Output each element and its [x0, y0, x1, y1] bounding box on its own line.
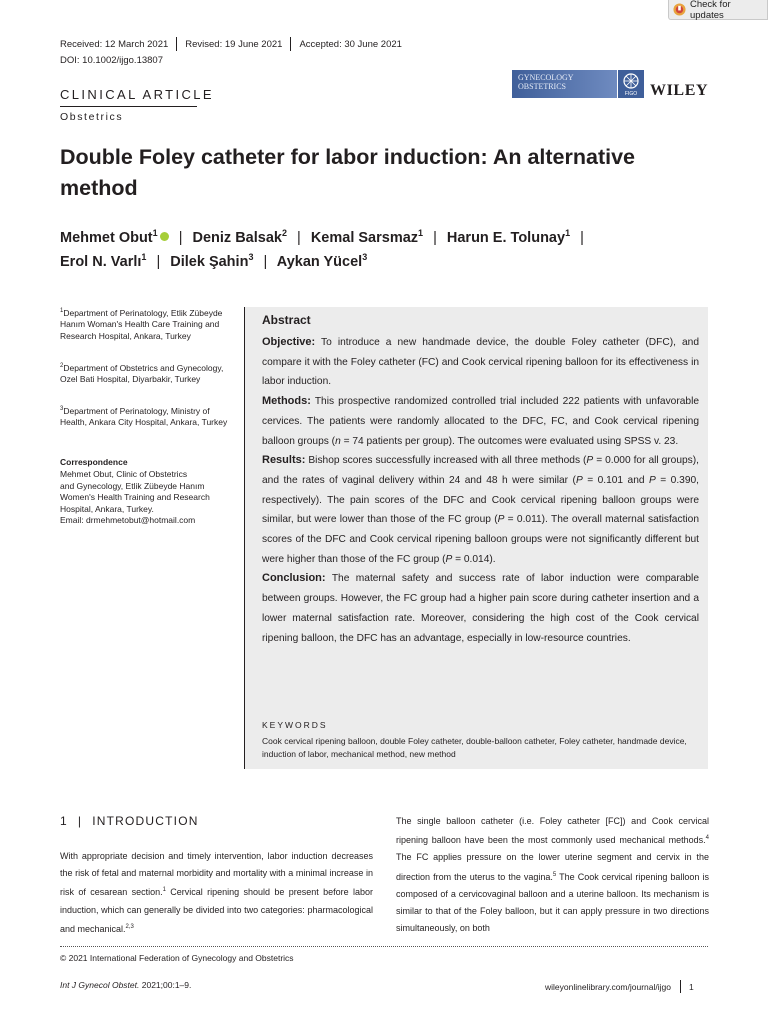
copyright-notice: © 2021 International Federation of Gynecology and Obstetrics	[60, 953, 294, 963]
journal-url-link[interactable]: wileyonlinelibrary.com/journal/ijgo	[545, 981, 671, 992]
author-separator: |	[580, 229, 584, 246]
article-type: CLINICAL ARTICLE	[60, 87, 214, 102]
author-separator: |	[178, 229, 183, 246]
author-separator: |	[263, 253, 268, 270]
doi-link[interactable]: DOI: 10.1002/ijgo.13807	[60, 55, 163, 66]
article-type-underline	[60, 106, 197, 107]
author-name[interactable]: Deniz Balsak$^2$	[192, 228, 287, 246]
author-separator: |	[297, 229, 301, 246]
check-updates-icon	[673, 3, 686, 16]
section-title: INTRODUCTION	[92, 814, 199, 828]
journal-logo	[512, 70, 617, 98]
author-list-line1	[60, 228, 590, 246]
author-separator: |	[156, 253, 161, 270]
citation-link[interactable]: 4	[705, 835, 709, 842]
article-title	[60, 142, 700, 204]
check-for-updates-button[interactable]	[668, 0, 768, 20]
footer-divider	[60, 946, 708, 947]
author-name[interactable]: Mehmet Obut$^1$	[60, 228, 158, 246]
wiley-logo: WILEY	[650, 82, 709, 99]
accepted-date: Accepted: 30 June 2021	[299, 38, 402, 50]
author-separator: |	[433, 229, 437, 246]
author-name[interactable]: Erol N. Varlı$^1$	[60, 252, 147, 270]
article-dates	[60, 37, 402, 51]
abstract-heading: Abstract	[262, 313, 311, 327]
check-updates-label: Check for updates	[689, 0, 731, 21]
affiliation: $^2$Department of Obstetrics and Gynecology, Ozel Bati Hospital, Diyarbakir, Turkey	[60, 362, 224, 385]
abstract-methods: Methods: This prospective randomized controlled trial included 222 patients with unfavorable cervices. The patients were randomly allocated to the DFC, FC, and Cook cervical ripening balloon groups (n = 74 patients per group). The outcomes were evaluated using SPSS v. 23.	[262, 395, 699, 447]
page-number: 1	[688, 981, 694, 992]
date-separator	[176, 37, 177, 51]
affiliation: $^3$Department of Perinatology, Ministry of Health, Ankara City Hospital, Ankara, Turkey	[60, 405, 228, 428]
revised-date: Revised: 19 June 2021	[185, 38, 283, 50]
keywords-heading: KEYWORDS	[262, 720, 328, 730]
citation-link[interactable]: 2,3	[125, 923, 134, 930]
section-name: Obstetrics	[60, 111, 124, 123]
affiliation: $^1$Department of Perinatology, Etlik Zübeyde Hanım Woman's Health Care Training and Research Hospital, Ankara, Turkey	[60, 307, 223, 341]
keywords-text: Cook cervical ripening balloon, double Foley catheter, double-balloon catheter, Foley catheter, handmade device, induction of labor, mechanical method, new method	[262, 736, 687, 759]
figo-logo	[618, 70, 644, 98]
citation-link[interactable]: 5	[552, 871, 557, 878]
introduction-paragraph-right: The single balloon catheter (i.e. Foley catheter [FC]) and Cook cervical ripening balloon have been the most commonly used mechanical methods.$^4$ The FC applies pressure on the lower uterine segment and cervix in the direction from the uterus to the vagina.$^5$ The Cook cervical ripening balloon is composed of a cervicovaginal balloon and a uterine balloon. Its mechanism is similar to that of the Foley balloon, but it can apply pressure in two directions simultaneously, on both	[396, 816, 709, 934]
introduction-paragraph-left: With appropriate decision and timely intervention, labor induction decreases the risk of fetal and maternal morbidity and mortality with a minimal increase in risk of cesarean section.$^1$ Cervical ripening should be present before labor induction, which can generally be divided into two categories: pharmacological and mechanical.$^{2,3}$	[60, 851, 373, 934]
author-name[interactable]: Dilek Şahin$^3$	[170, 252, 254, 270]
svg-text:FIGO: FIGO	[624, 91, 638, 96]
footer-right	[545, 980, 694, 993]
introduction-heading	[60, 814, 199, 828]
footer-citation: Int J Gynecol Obstet. 2021;00:1–9.	[60, 980, 192, 990]
author-name[interactable]: Kemal Sarsmaz$^1$	[310, 228, 424, 246]
citation-link[interactable]: 1	[162, 887, 166, 894]
abstract-objective: Objective: To introduce a new handmade device, the double Foley catheter (DFC), and compare it with the Foley catheter (FC) and Cook cervical ripening balloon for its effectiveness in labor induction.	[262, 336, 699, 388]
journal-logo-line2: OBSTETRICS	[518, 81, 567, 91]
author-name[interactable]: Harun E. Tolunay$^1$	[446, 228, 571, 246]
correspondence-heading: Correspondence	[60, 457, 128, 467]
received-date: Received: 12 March 2021	[60, 38, 169, 50]
journal-logo-line1: GYNECOLOGY	[518, 73, 574, 82]
footer-separator	[680, 980, 681, 993]
date-separator	[290, 37, 291, 51]
article-title-line1: Double Foley catheter for labor induction: An alternative	[60, 145, 635, 169]
abstract-results: Results: Bishop scores successfully increased with all three methods (P = 0.000 for all groups), and the rates of vaginal delivery within 24 and 48 h were similar (P = 0.101 and P = 0.390, respectively). The pain scores of the DFC and Cook cervical ripening balloon groups were similar, but were lower than those of the FC group (P = 0.011). The overall maternal satisfaction scores of the DFC and Cook cervical ripening balloon groups were not significantly different but were higher than those of the FC group (P = 0.014).	[262, 454, 700, 565]
author-list-line2	[60, 252, 367, 270]
figo-emblem-icon	[621, 72, 641, 96]
abstract-text	[262, 333, 699, 648]
author-name[interactable]: Aykan Yücel$^3$	[276, 252, 368, 270]
section-separator: |	[77, 814, 83, 828]
article-title-line2: method	[60, 176, 138, 200]
orcid-icon[interactable]	[160, 232, 169, 241]
correspondence-body: Mehmet Obut, Clinic of Obstetrics and Gynecology, Etlik Zübeyde Hanım Women's Health Training and Research Hospital, Ankara, Turkey. Email: drmehmetobut@hotmail.com	[60, 469, 230, 527]
abstract-conclusion: Conclusion: The maternal safety and success rate of labor induction were comparable between groups. However, the FC group had a higher pain score during catheter insertion and a lower maternal satisfaction rate. Moreover, considering the high cost of the Cook cervical ripening balloon, the DFC has an advantage, especially in low-resource countries.	[262, 572, 699, 644]
correspondence-email[interactable]: Email: drmehmetobut@hotmail.com	[60, 515, 196, 525]
section-number: 1	[60, 814, 68, 828]
